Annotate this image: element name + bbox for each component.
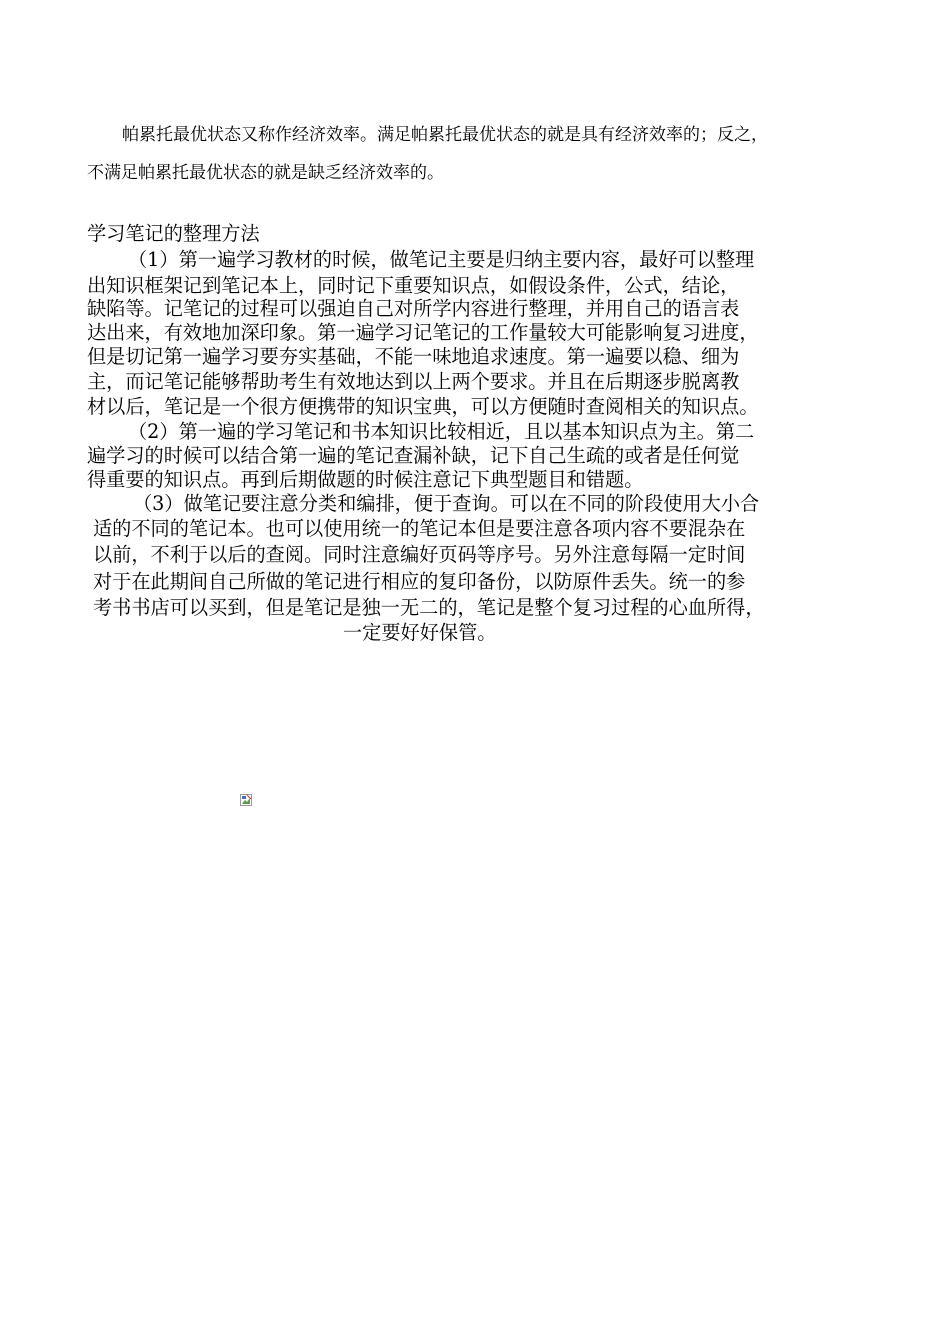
intro-line-2: 不满足帕累托最优状态的就是缺乏经济效率的。 [87,163,444,183]
notes-heading: 学习笔记的整理方法 [87,222,260,245]
p1-line-6: 主，而记笔记能够帮助考生有效地达到以上两个要求。并且在后期逐步脱离教 [87,370,740,393]
p1-line-3: 缺陷等。记笔记的过程可以强迫自己对所学内容进行整理，并用自己的语言表 [87,297,740,320]
p3-line-3: 以前，不利于以后的查阅。同时注意编好页码等序号。另外注意每隔一定时间 [93,543,746,566]
p3-line-2: 适的不同的笔记本。也可以使用统一的笔记本但是要注意各项内容不要混杂在 [93,517,746,540]
p2-line-2: 遍学习的时候可以结合第一遍的笔记查漏补缺，记下自己生疏的或者是任何觉 [87,444,740,467]
p1-line-1: （1）第一遍学习教材的时候，做笔记主要是归纳主要内容，最好可以整理 [128,248,755,271]
p3-line-1: （3）做笔记要注意分类和编排，便于查询。可以在不同的阶段使用大小合 [133,492,760,515]
broken-image-icon [240,791,252,803]
p3-line-4: 对于在此期间自己所做的笔记进行相应的复印备份，以防原件丢失。统一的参 [93,570,746,593]
intro-line-1: 帕累托最优状态又称作经济效率。满足帕累托最优状态的就是具有经济效率的；反之， [122,125,768,145]
p2-line-3: 得重要的知识点。再到后期做题的时候注意记下典型题目和错题。 [87,468,644,491]
p3-line-5: 考书书店可以买到，但是笔记是独一无二的，笔记是整个复习过程的心血所得， [93,596,765,619]
p2-line-1: （2）第一遍的学习笔记和书本知识比较相近，且以基本知识点为主。第二 [128,420,755,443]
p1-line-2: 出知识框架记到笔记本上，同时记下重要知识点，如假设条件，公式，结论， [87,274,740,297]
p3-line-6: 一定要好好保管。 [343,621,497,644]
p1-line-5: 但是切记第一遍学习要夯实基础，不能一味地追求速度。第一遍要以稳、细为 [87,345,740,368]
p1-line-7: 材以后，笔记是一个很方便携带的知识宝典，可以方便随时查阅相关的知识点。 [87,395,759,418]
p1-line-4: 达出来，有效地加深印象。第一遍学习记笔记的工作量较大可能影响复习进度， [87,321,759,344]
